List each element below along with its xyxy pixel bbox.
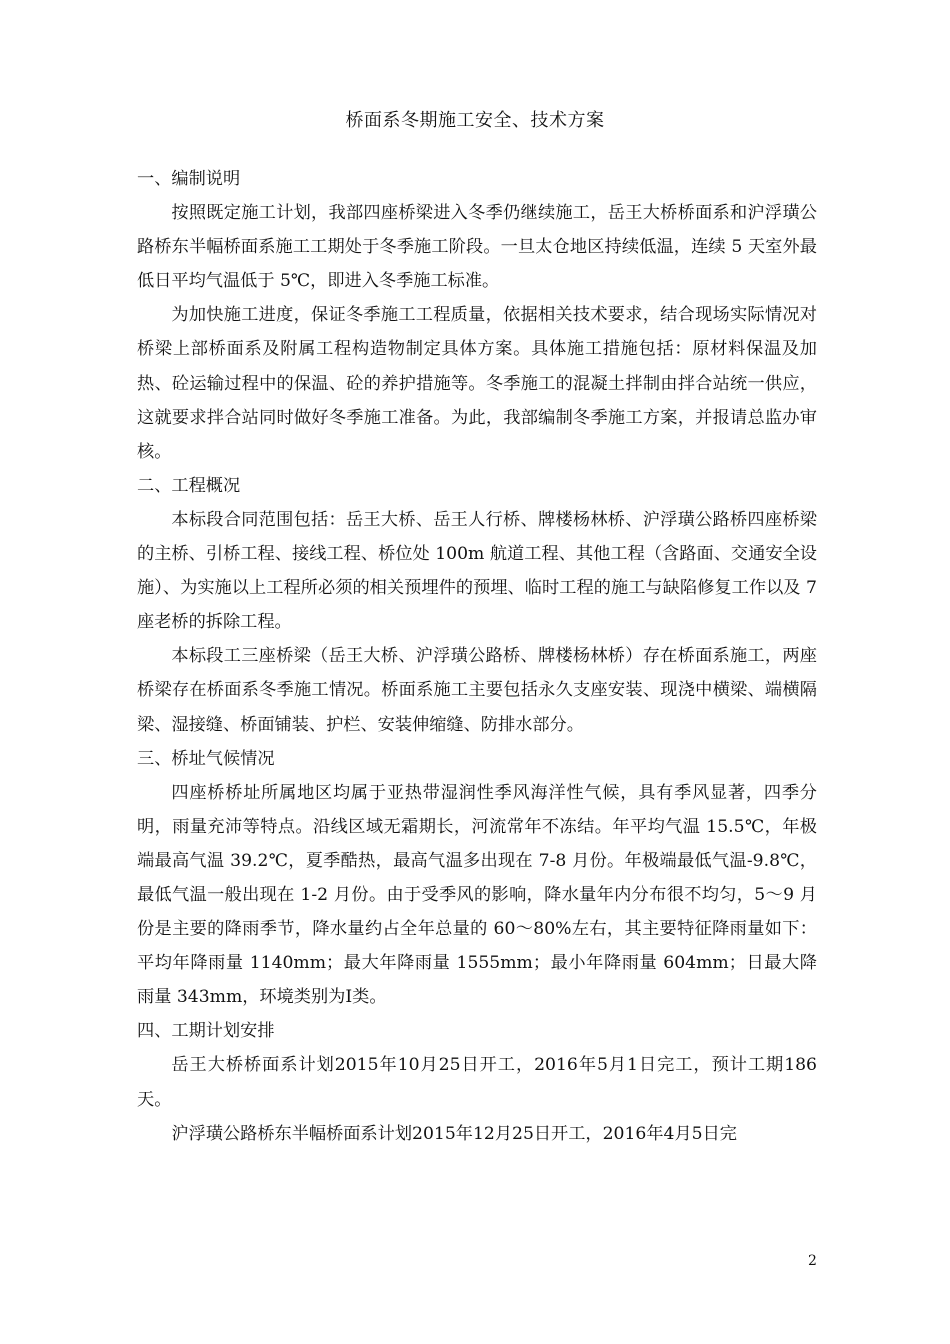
body-paragraph: 四座桥桥址所属地区均属于亚热带湿润性季风海洋性气候，具有季风显著，四季分明，雨量充沛等特点。沿线区域无霜期长，河流常年不冻结。年平均气温 15.5℃，年极端最高气温 39.2℃，夏季酷热，最高气温多出现在 7-8 月份。年极端最低气温-9.8℃，最低气温一般出现在 1-2 月份。由于受季风的影响，降水量年内分布很不均匀，5～9 月份是主要的降雨季节，降水量约占全年总量的 60～80%左右，其主要特征降雨量如下：平均年降雨量 1140mm；最大年降雨量 1555mm；最小年降雨量 604mm；日最大降雨量 343mm，环境类别为Ⅰ类。 <box>137 782 817 1008</box>
body-paragraph: 沪浮璜公路桥东半幅桥面系计划2015年12月25日开工，2016年4月5日完 <box>171 1123 737 1144</box>
body-paragraph: 为加快施工进度，保证冬季施工工程质量，依据相关技术要求，结合现场实际情况对桥梁上部桥面系及附属工程构造物制定具体方案。具体施工措施包括：原材料保温及加热、砼运输过程中的保温、砼的养护措施等。冬季施工的混凝土拌制由拌合站统一供应，这就要求拌合站同时做好冬季施工准备。为此，我部编制冬季施工方案，并报请总监办审核。 <box>137 305 817 462</box>
section-heading: 四、工期计划安排 <box>137 1021 275 1042</box>
section-heading: 二、工程概况 <box>137 475 241 496</box>
document-title: 桥面系冬期施工安全、技术方案 <box>345 110 605 131</box>
section-heading: 一、编制说明 <box>137 169 241 189</box>
body-paragraph: 按照既定施工计划，我部四座桥梁进入冬季仍继续施工，岳王大桥桥面系和沪浮璜公路桥东半幅桥面系施工工期处于冬季施工阶段。一旦太仓地区持续低温，连续 5 天室外最低日平均气温低于 5℃，即进入冬季施工标准。 <box>137 203 817 292</box>
body-paragraph: 本标段工三座桥梁（岳王大桥、沪浮璜公路桥、牌楼杨林桥）存在桥面系施工，两座桥梁存在桥面系冬季施工情况。桥面系施工主要包括永久支座安装、现浇中横梁、端横隔梁、湿接缝、桥面铺装、护栏、安装伸缩缝、防排水部分。 <box>137 646 817 735</box>
section-heading: 三、桥址气候情况 <box>137 748 275 769</box>
page-number: 2 <box>808 1253 817 1269</box>
body-paragraph: 岳王大桥桥面系计划2015年10月25日开工，2016年5月1日完工，预计工期186天。 <box>137 1055 817 1110</box>
document-body <box>137 162 817 1151</box>
body-paragraph: 本标段合同范围包括：岳王大桥、岳王人行桥、牌楼杨林桥、沪浮璜公路桥四座桥梁的主桥、引桥工程、接线工程、桥位处 100m 航道工程、其他工程（含路面、交通安全设施）、为实施以上工程所必须的相关预埋件的预埋、临时工程的施工与缺陷修复工作以及 7 座老桥的拆除工程。 <box>137 509 817 633</box>
